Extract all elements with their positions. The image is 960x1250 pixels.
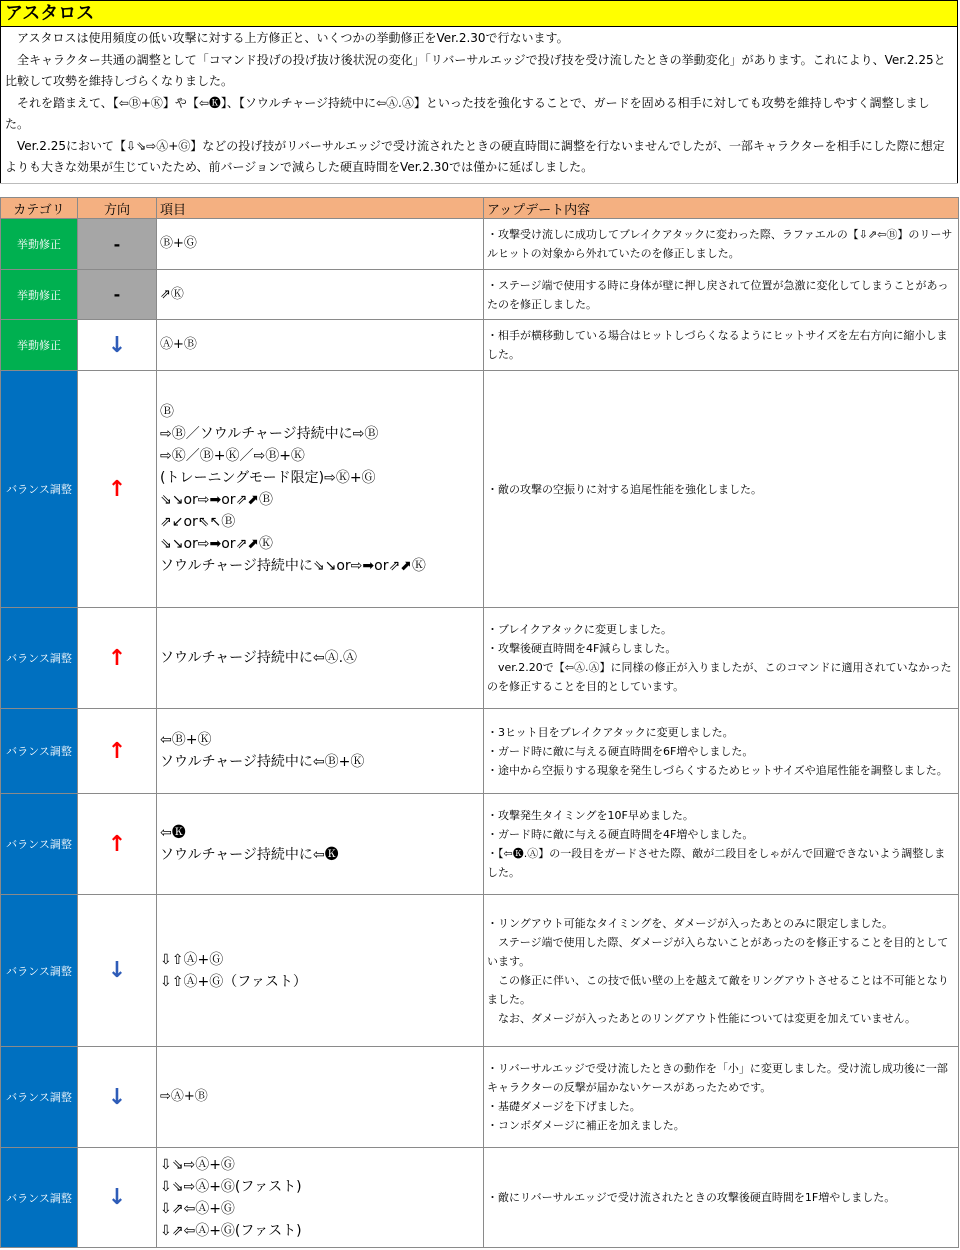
header-item: 項目 bbox=[157, 198, 484, 219]
arrow-down-icon: ↓ bbox=[78, 895, 157, 1047]
item-cell bbox=[157, 608, 484, 709]
command: (トレーニングモード限定)⇨Ⓚ+Ⓖ bbox=[160, 470, 376, 486]
detail-line: ・ガード時に敵に与える硬直時間を6F増やしました。 bbox=[487, 744, 754, 758]
detail-cell bbox=[484, 895, 959, 1047]
command: ⇦Ⓑ+Ⓚ bbox=[160, 732, 212, 748]
detail-line: ・コンボダメージに補正を加えました。 bbox=[487, 1119, 685, 1132]
section-divider bbox=[0, 183, 958, 198]
item-cell bbox=[157, 895, 484, 1047]
item-cell bbox=[157, 794, 484, 895]
table-header-row bbox=[1, 198, 959, 219]
table-row bbox=[1, 709, 959, 794]
detail-line: ・【⇦🅚.Ⓐ】の一段目をガードさせた際、敵が二段目をしゃがんで回避できないよう調整しました。 bbox=[487, 847, 946, 879]
detail-line: なお、ダメージが入ったあとのリングアウト性能については変更を加えていません。 bbox=[487, 1011, 916, 1025]
item-cell bbox=[157, 270, 484, 320]
command: ⇗Ⓚ bbox=[160, 286, 184, 302]
category-cell: バランス調整 bbox=[1, 709, 78, 794]
direction-neutral: - bbox=[78, 270, 157, 320]
detail-line: ・敵の攻撃の空振りに対する追尾性能を強化しました。 bbox=[487, 482, 762, 496]
item-cell bbox=[157, 1047, 484, 1148]
detail-cell bbox=[484, 608, 959, 709]
command: ⇨Ⓐ+Ⓑ bbox=[160, 1089, 208, 1104]
table-row bbox=[1, 1047, 959, 1148]
category-cell: 挙動修正 bbox=[1, 320, 78, 371]
category-cell: バランス調整 bbox=[1, 895, 78, 1047]
intro-paragraph: Ver.2.25において【⇩⇘⇨Ⓐ+Ⓖ】などの投げ技がリバーサルエッジで受け流されたときの硬直時間に調整を行ないませんでしたが、一部キャラクターを相手にした際に想定よりも大きな効果が生じていたため、前バージョンで減らした硬直時間をVer.2.30では僅かに延ばしました。 bbox=[5, 138, 945, 174]
patch-table bbox=[0, 197, 959, 1248]
detail-cell bbox=[484, 1047, 959, 1148]
detail-cell bbox=[484, 219, 959, 270]
category-cell: バランス調整 bbox=[1, 608, 78, 709]
command: ⇩⇗⇦Ⓐ+Ⓖ(ファスト) bbox=[160, 1222, 302, 1239]
detail-cell bbox=[484, 1148, 959, 1248]
table-row bbox=[1, 608, 959, 709]
item-cell bbox=[157, 709, 484, 794]
item-cell bbox=[157, 1148, 484, 1248]
command: Ⓑ bbox=[160, 404, 174, 420]
command: ⇨Ⓑ／ソウルチャージ持続中に⇨Ⓑ bbox=[160, 426, 379, 442]
command: ⇩⇧Ⓐ+Ⓖ（ファスト） bbox=[160, 973, 307, 990]
table-row bbox=[1, 794, 959, 895]
table-row bbox=[1, 219, 959, 270]
table-row bbox=[1, 1148, 959, 1248]
header-direction: 方向 bbox=[78, 198, 157, 219]
intro-paragraph: 全キャラクター共通の調整として「コマンド投げの投げ抜け後状況の変化」「リバーサルエッジで投げ技を受け流したときの挙動変化」があります。これにより、Ver.2.25と比較して攻勢を維持しづらくなりました。 bbox=[5, 52, 946, 88]
detail-cell bbox=[484, 320, 959, 371]
table-row bbox=[1, 371, 959, 608]
detail-line: ・攻撃後硬直時間を4F減らしました。 bbox=[487, 642, 677, 655]
page-title: アスタロス bbox=[0, 0, 958, 27]
item-cell bbox=[157, 219, 484, 270]
item-cell bbox=[157, 320, 484, 371]
detail-line: ver.2.20で【⇦Ⓐ.Ⓐ】に同様の修正が入りましたが、このコマンドに適用されていなかったのを修正することを目的としています。 bbox=[487, 661, 952, 693]
category-cell: バランス調整 bbox=[1, 1148, 78, 1248]
detail-line: ・3ヒット目をブレイクアタックに変更しました。 bbox=[487, 725, 734, 739]
command: ⇘↘or⇨➡or⇗⬈Ⓚ bbox=[160, 536, 274, 552]
command: Ⓐ+Ⓑ bbox=[160, 337, 197, 352]
intro-paragraph: アスタロスは使用頻度の低い攻撃に対する上方修正と、いくつかの挙動修正をVer.2.30で行ないます。 bbox=[17, 31, 569, 45]
command: ⇘↘or⇨➡or⇗⬈Ⓑ bbox=[160, 492, 274, 508]
arrow-up-icon: ↑ bbox=[78, 371, 157, 608]
table-row bbox=[1, 320, 959, 371]
detail-line: ステージ端で使用した際、ダメージが入らないことがあったのを修正することを目的としています。 bbox=[487, 935, 949, 968]
command: ⇦🅚 bbox=[160, 825, 186, 841]
detail-line: ・リングアウト可能なタイミングを、ダメージが入ったあとのみに限定しました。 bbox=[487, 916, 894, 930]
header-category: カテゴリ bbox=[1, 198, 78, 219]
detail-line: ・攻撃受け流しに成功してブレイクアタックに変わった際、ラファエルの【⇩⇗⇦Ⓑ】のリーサルヒットの対象から外れていたのを修正しました。 bbox=[487, 228, 953, 260]
detail-cell bbox=[484, 270, 959, 320]
detail-line: この修正に伴い、この技で低い壁の上を越えて敵をリングアウトさせることは不可能となりました。 bbox=[487, 973, 949, 1006]
command: ソウルチャージ持続中に⇘↘or⇨➡or⇗⬈Ⓚ bbox=[160, 558, 426, 574]
command: ⇨Ⓚ／Ⓑ+Ⓚ／⇨Ⓑ+Ⓚ bbox=[160, 448, 305, 464]
item-cell bbox=[157, 371, 484, 608]
category-cell: バランス調整 bbox=[1, 371, 78, 608]
command: ソウルチャージ持続中に⇦Ⓐ.Ⓐ bbox=[160, 650, 358, 666]
intro-text bbox=[0, 27, 958, 183]
table-row bbox=[1, 270, 959, 320]
command: ⇩⇘⇨Ⓐ+Ⓖ bbox=[160, 1156, 235, 1173]
detail-line: ・ガード時に敵に与える硬直時間を4F増やしました。 bbox=[487, 828, 754, 841]
detail-line: ・基礎ダメージを下げました。 bbox=[487, 1100, 641, 1113]
category-cell: 挙動修正 bbox=[1, 270, 78, 320]
arrow-up-icon: ↑ bbox=[78, 608, 157, 709]
category-cell: バランス調整 bbox=[1, 794, 78, 895]
detail-line: ・途中から空振りする現象を発生しづらくするためヒットサイズや追尾性能を調整しました。 bbox=[487, 763, 948, 777]
detail-line: ・リバーサルエッジで受け流したときの動作を「小」に変更しました。受け流し成功後に一部キャラクターの反撃が届かないケースがあったためです。 bbox=[487, 1062, 948, 1094]
arrow-up-icon: ↑ bbox=[78, 709, 157, 794]
detail-line: ・相手が横移動している場合はヒットしづらくなるようにヒットサイズを左右方向に縮小しました。 bbox=[487, 329, 948, 361]
arrow-down-icon: ↓ bbox=[78, 320, 157, 371]
detail-line: ・ステージ端で使用する時に身体が壁に押し戻されて位置が急激に変化してしまうことがあったのを修正しました。 bbox=[487, 278, 949, 311]
arrow-down-icon: ↓ bbox=[78, 1148, 157, 1248]
category-cell: バランス調整 bbox=[1, 1047, 78, 1148]
command: ⇩⇧Ⓐ+Ⓖ bbox=[160, 951, 224, 968]
detail-line: ・ブレイクアタックに変更しました。 bbox=[487, 623, 673, 636]
arrow-down-icon: ↓ bbox=[78, 1047, 157, 1148]
detail-cell bbox=[484, 371, 959, 608]
detail-cell bbox=[484, 794, 959, 895]
detail-line: ・敵にリバーサルエッジで受け流されたときの攻撃後硬直時間を1F増やしました。 bbox=[487, 1191, 896, 1204]
command: ソウルチャージ持続中に⇦Ⓑ+Ⓚ bbox=[160, 754, 365, 770]
header-update: アップデート内容 bbox=[484, 198, 959, 219]
category-cell: 挙動修正 bbox=[1, 219, 78, 270]
intro-paragraph: それを踏まえて、【⇦Ⓑ+Ⓚ】や【⇦🅚】、【ソウルチャージ持続中に⇦Ⓐ.Ⓐ】といった技を強化することで、ガードを固める相手に対しても攻勢を維持しやすく調整しました。 bbox=[5, 95, 930, 131]
command: ソウルチャージ持続中に⇦🅚 bbox=[160, 847, 339, 863]
detail-cell bbox=[484, 709, 959, 794]
direction-neutral: - bbox=[78, 219, 157, 270]
table-row bbox=[1, 895, 959, 1047]
detail-line: ・攻撃発生タイミングを10F早めました。 bbox=[487, 809, 694, 822]
command: ⇩⇘⇨Ⓐ+Ⓖ(ファスト) bbox=[160, 1178, 302, 1195]
command: ⇗↙or⇖↖Ⓑ bbox=[160, 514, 236, 530]
command: ⇩⇗⇦Ⓐ+Ⓖ bbox=[160, 1200, 235, 1217]
command: Ⓑ+Ⓖ bbox=[160, 236, 197, 251]
arrow-up-icon: ↑ bbox=[78, 794, 157, 895]
